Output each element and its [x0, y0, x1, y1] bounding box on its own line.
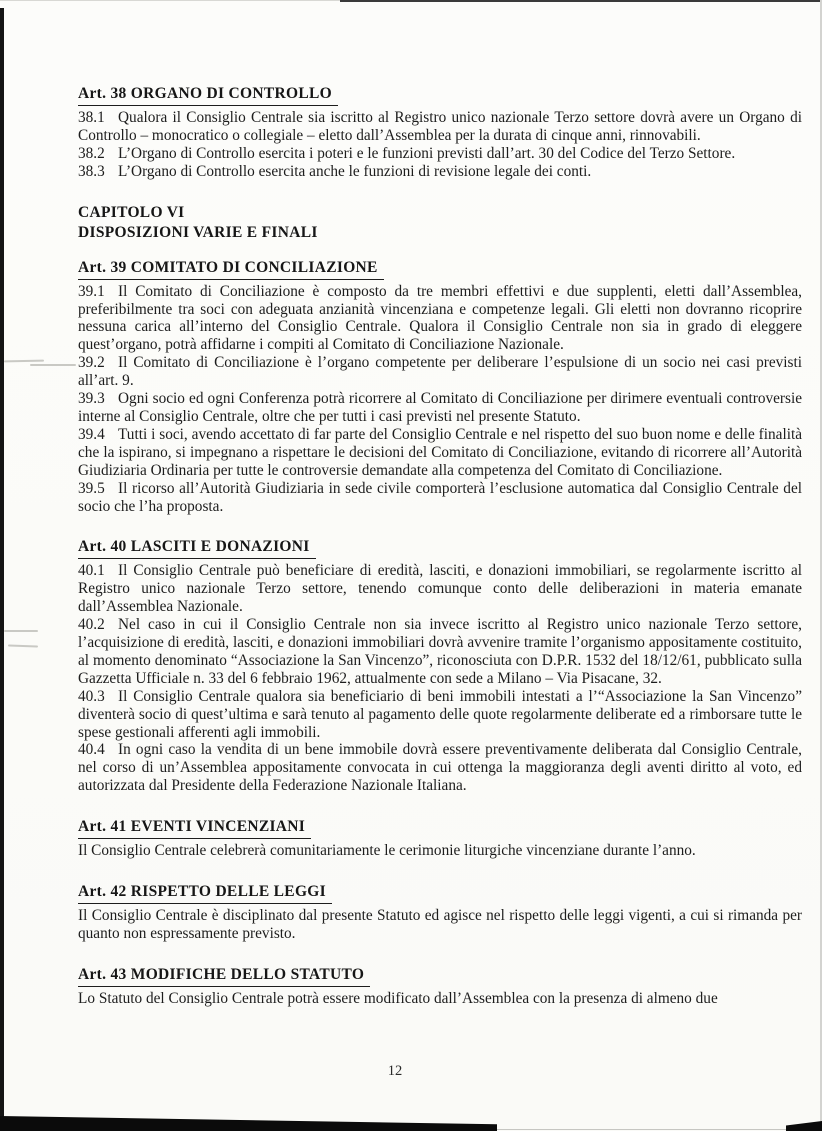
clause-text: Il Consiglio Centrale qualora sia beneficiario di beni immobili intestati a l’“Associazione la San Vincenzo” diventerà socio di quest’ultima e sarà tenuto al pagamento delle quote regolarmente deliberate ed a rimborsare tutte le spese gestionali afferenti agli immobili.	[78, 687, 802, 741]
clause-number: 39.1	[78, 282, 105, 300]
clause-number: 38.3	[78, 162, 105, 180]
clause-number: 39.5	[78, 479, 105, 497]
scan-edge-bottom-bar	[0, 1116, 497, 1131]
clause-paragraph	[78, 145, 802, 163]
clause-number: 39.2	[78, 354, 105, 372]
document-content	[78, 84, 802, 1030]
clause-paragraph	[78, 907, 802, 943]
article-section	[78, 537, 802, 795]
clause-paragraph	[78, 163, 802, 181]
clause-number: 39.3	[78, 390, 105, 408]
clause-text: L’Organo di Controllo esercita i poteri e le funzioni previsti dall’art. 30 del Codice del Terzo Settore.	[118, 144, 736, 162]
margin-smudge	[4, 630, 38, 632]
clause-paragraph	[78, 741, 802, 795]
clause-paragraph	[78, 283, 802, 355]
clause-paragraph	[78, 842, 802, 860]
article-section	[78, 258, 802, 516]
clause-number: 40.1	[78, 562, 105, 580]
clause-number: 40.3	[78, 687, 105, 705]
clause-number: 40.2	[78, 616, 105, 634]
clause-paragraph	[78, 688, 802, 742]
clause-paragraph	[78, 616, 802, 688]
chapter-heading-block	[78, 203, 802, 244]
article-heading: Art. 38 ORGANO DI CONTROLLO	[78, 84, 338, 106]
scan-edge-top-dark	[340, 0, 822, 2]
chapter-heading-line: DISPOSIZIONI VARIE E FINALI	[78, 224, 318, 242]
clause-number: 38.1	[78, 109, 105, 126]
clause-paragraph	[78, 390, 802, 426]
article-section	[78, 882, 802, 943]
clause-paragraph	[78, 990, 802, 1008]
clause-text: Il Comitato di Conciliazione è composto da tre membri effettivi e due supplenti, eletti dall’Assemblea, preferibilmente tra soci con adeguata anzianità vincenziana e competenze legali. Gli eletti non dovranno ricoprire nessuna carica all’interno del Consiglio Centrale. Qualora il Consiglio Centrale non sia in grado di eleggere quest’organo, potrà affidarne i compiti al Comitato di Conciliazione Nazionale.	[78, 282, 802, 354]
margin-smudge	[30, 364, 76, 366]
chapter-heading-line: CAPITOLO VI	[78, 203, 185, 221]
clause-text: Il Consiglio Centrale è disciplinato dal presente Statuto ed agisce nel rispetto delle leggi vigenti, a cui si rimanda per quanto non espressamente previsto.	[78, 907, 802, 942]
article-heading: Art. 39 COMITATO DI CONCILIAZIONE	[78, 258, 384, 280]
scan-edge-bottom-faint-line	[497, 1129, 787, 1130]
margin-smudge	[8, 644, 38, 647]
article-section	[78, 965, 802, 1008]
article-heading: Art. 42 RISPETTO DELLE LEGGI	[78, 882, 332, 904]
clause-text: Nel caso in cui il Consiglio Centrale non sia invece iscritto al Registro unico nazionale Terzo settore, l’acquisizione di eredità, lasciti, e donazioni immobiliari dovrà avvenire tramite l’organismo appositamente costituito, al momento denominato “Associazione la San Vincenzo”, riconosciuta con D.P.R. 1532 del 18/12/61, pubblicato sulla Gazzetta Ufficiale n. 33 del 6 febbraio 1962, attualmente con sede a Milano – Via Pisacane, 32.	[78, 616, 802, 687]
clause-text: Il ricorso all’Autorità Giudiziaria in sede civile comporterà l’esclusione automatica dal Consiglio Centrale del socio che l’ha proposta.	[78, 479, 802, 515]
clause-text: Il Consiglio Centrale può beneficiare di eredità, lasciti, e donazioni immobiliari, se regolarmente iscritto al Registro unico nazionale Terzo settore, tenendo comunque conto delle deliberazioni in materia emanate dall’Assemblea Nazionale.	[78, 562, 802, 616]
clause-text: Lo Statuto del Consiglio Centrale potrà essere modificato dall’Assemblea con la presenza di almeno due	[78, 989, 718, 1007]
article-section	[78, 84, 802, 181]
clause-text: Il Comitato di Conciliazione è l’organo competente per deliberare l’espulsione di un socio nei casi previsti all’art. 9.	[78, 354, 802, 390]
clause-paragraph	[78, 426, 802, 480]
clause-text: In ogni caso la vendita di un bene immobile dovrà essere preventivamente deliberata dal Consiglio Centrale, nel corso di un’Assemblea appositamente convocata in cui ottenga la maggioranza degli aventi diritto al voto, ed autorizzata dal Presidente della Federazione Nazionale Italiana.	[78, 741, 802, 795]
clause-text: Il Consiglio Centrale celebrerà comunitariamente le cerimonie liturgiche vincenziane durante l’anno.	[78, 842, 696, 860]
clause-text: Ogni socio ed ogni Conferenza potrà ricorrere al Comitato di Conciliazione per dirimere eventuali controversie interne al Consiglio Centrale, oltre che per tutti i casi previsti nel presente Statuto.	[78, 390, 802, 425]
scan-edge-top-light	[0, 0, 340, 1]
margin-smudge	[4, 360, 44, 363]
clause-number: 38.2	[78, 144, 105, 162]
scan-edge-left	[0, 8, 4, 1131]
clause-paragraph	[78, 562, 802, 616]
clause-paragraph	[78, 354, 802, 390]
scan-corner-bottom-right	[786, 1121, 822, 1131]
article-heading: Art. 41 EVENTI VINCENZIANI	[78, 817, 311, 839]
clause-paragraph	[78, 109, 802, 145]
article-heading: Art. 43 MODIFICHE DELLO STATUTO	[78, 965, 370, 987]
article-section	[78, 817, 802, 860]
article-heading: Art. 40 LASCITI E DONAZIONI	[78, 537, 316, 559]
clause-text: L’Organo di Controllo esercita anche le funzioni di revisione legale dei conti.	[118, 162, 592, 180]
clause-text: Tutti i soci, avendo accettato di far parte del Consiglio Centrale e nel rispetto del suo buon nome e delle finalità che la ispirano, si impegnano a rispettare le decisioni del Comitato di Conciliazione, evitando di ricorrere all’Autorità Giudiziaria Ordinaria per tutte le controversie demandate alla competenza del Comitato di Conciliazione.	[78, 425, 802, 479]
clause-text: Qualora il Consiglio Centrale sia iscritto al Registro unico nazionale Terzo settore dovrà avere un Organo di Controllo – monocratico o collegiale – eletto dall’Assemblea per la durata di cinque anni, rinnovabili.	[78, 109, 802, 144]
page-number: 12	[387, 1063, 403, 1079]
clause-number: 40.4	[78, 741, 105, 759]
clause-paragraph	[78, 480, 802, 516]
clause-number: 39.4	[78, 425, 105, 443]
